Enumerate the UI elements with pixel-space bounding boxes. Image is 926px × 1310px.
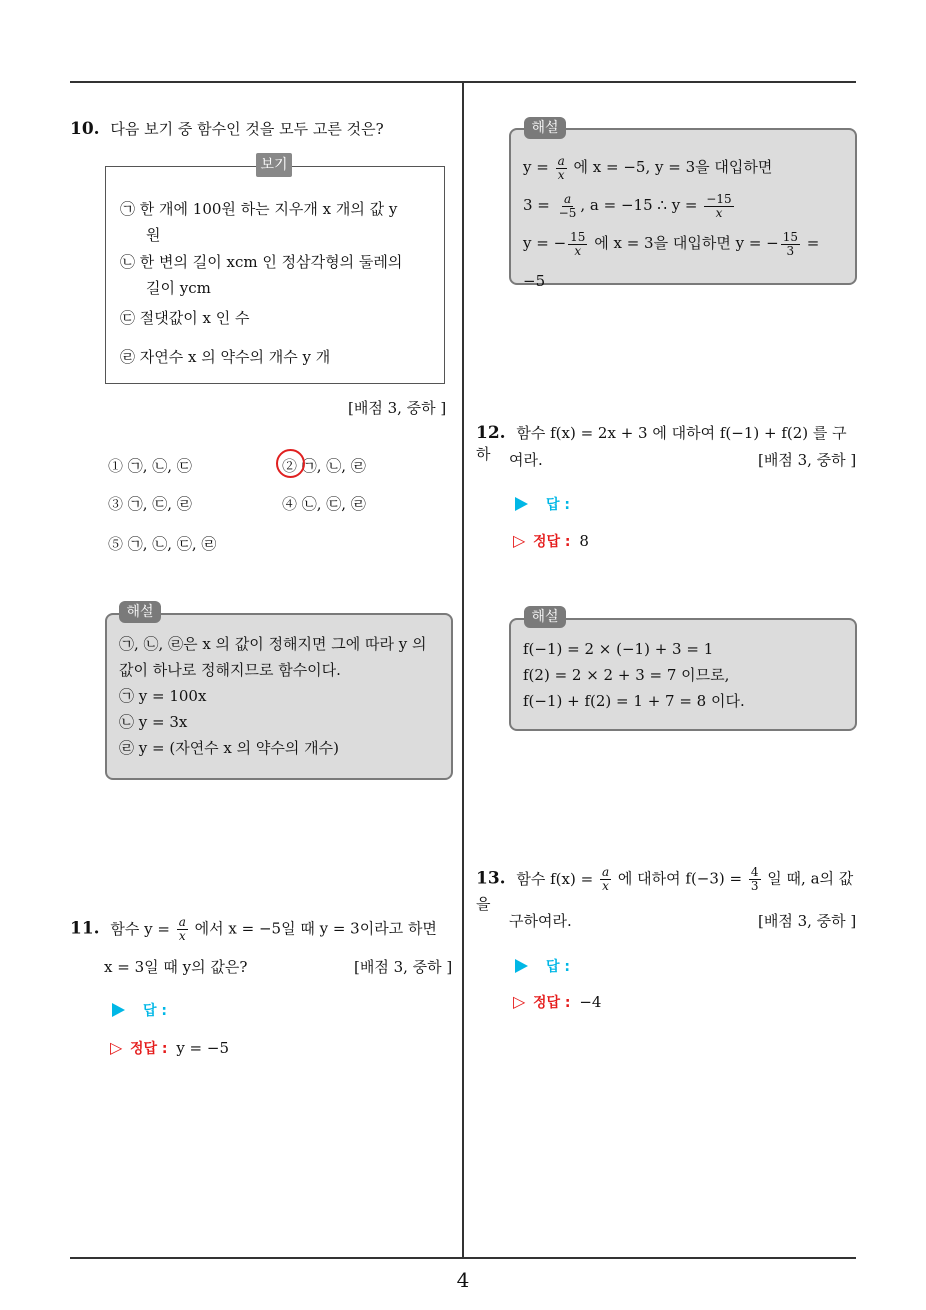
q12-correct-label: 정답 : (533, 534, 571, 550)
q13-correct-value: −4 (579, 993, 602, 1011)
q10-exp-line-5: ㉣ y = (자연수 x 의 약수의 개수) (119, 739, 339, 757)
q10-choice-1[interactable]: ① ㉠, ㉡, ㉢ (108, 457, 192, 475)
item-line1: 한 변의 길이 xcm 인 정삼각형의 둘레의 (139, 253, 403, 271)
q13-correct-label: 정답 : (533, 995, 571, 1011)
answer-arrow-icon (112, 1003, 125, 1017)
q11-exp-line-3: y = − $\frac{15}{x}$ 에 x = 3을 대입하면 y = − $\frac{15}{3}$ = −5 (523, 229, 820, 290)
q10-item-3 (120, 305, 420, 331)
q13-number: 13. (476, 868, 506, 889)
q10-exp-line-4: ㉡ y = 3x (119, 713, 188, 731)
q10-choice-3[interactable]: ③ ㉠, ㉢, ㉣ (108, 495, 192, 513)
q11-answer-row[interactable] (112, 1000, 167, 1020)
q10-explanation-label: 해설 (119, 601, 161, 623)
selected-answer-circle (276, 449, 305, 478)
item-line1: 절댓값이 x 인 수 (139, 309, 250, 327)
q11-stem (70, 916, 456, 943)
q11-line2: x = 3일 때 y의 값은? (104, 958, 248, 976)
q12-exp-line-3: f(−1) + f(2) = 1 + 7 = 8 이다. (523, 692, 745, 710)
item-line2: 원 (146, 226, 161, 244)
q13-answer-label: 답 : (546, 959, 570, 975)
item-mark: ㉢ (120, 309, 136, 327)
q12-number: 12. (476, 423, 506, 443)
page-number: 4 (456, 1268, 470, 1292)
q12-answer-label: 답 : (546, 497, 570, 513)
q13-fraction-2: $\frac{4}{3}$ (750, 865, 759, 893)
q13-fraction-1: $\frac{a}{x}$ (601, 865, 610, 893)
q10-exp-line-3: ㉠ y = 100x (119, 687, 207, 705)
q12-line1: 함수 f(x) = 2x + 3 에 대하여 f(−1) + f(2) 를 구하 (476, 424, 847, 463)
item-mark: ㉡ (120, 253, 136, 271)
q10-explanation-box (105, 613, 453, 780)
q12-explanation-box (509, 618, 857, 731)
q10-bogi-label: 보기 (256, 153, 292, 177)
q10-choice-2[interactable]: ② ㉠, ㉡, ㉣ (282, 457, 366, 475)
answer-arrow-icon (515, 959, 528, 973)
q12-correct-value: 8 (579, 532, 589, 550)
item-line2: 길이 ycm (146, 279, 211, 297)
column-divider (462, 82, 464, 1259)
item-line1: 자연수 x 의 약수의 개수 y 개 (139, 348, 331, 366)
q10-exp-line-1: ㉠, ㉡, ㉣은 x 의 값이 정해지면 그에 따라 y 의 (119, 635, 427, 653)
q12-explanation-label: 해설 (524, 606, 566, 628)
q10-item-1 (120, 196, 420, 248)
q13-meta: [배점 3, 중하 ] (758, 912, 857, 930)
q13-text-a: 함수 f(x) = (516, 869, 594, 888)
q12-answer-row[interactable] (515, 494, 570, 514)
q11-correct-value: y = −5 (176, 1039, 230, 1057)
q10-item-2 (120, 249, 420, 301)
correct-arrow-icon: ▷ (110, 1038, 123, 1057)
q10-choice-5[interactable]: ⑤ ㉠, ㉡, ㉢, ㉣ (108, 535, 217, 553)
correct-arrow-icon: ▷ (513, 531, 526, 550)
q13-stem (476, 866, 862, 914)
q12-exp-line-1: f(−1) = 2 × (−1) + 3 = 1 (523, 640, 714, 658)
item-mark: ㉣ (120, 348, 136, 366)
q10-text: 다음 보기 중 함수인 것을 모두 고른 것은? (110, 120, 384, 138)
q10-choice-4[interactable]: ④ ㉡, ㉢, ㉣ (282, 495, 366, 513)
q13-answer-row[interactable] (515, 956, 570, 976)
q11-answer-label: 답 : (143, 1003, 167, 1019)
item-line1: 한 개에 100원 하는 지우개 x 개의 값 y (139, 200, 398, 218)
q10-item-4 (120, 344, 420, 370)
q13-text-b: 에 대하여 f(−3) = (617, 869, 743, 888)
q11-number: 11. (70, 918, 100, 939)
answer-arrow-icon (515, 497, 528, 511)
q12-exp-line-2: f(2) = 2 × 2 + 3 = 7 이므로, (523, 666, 730, 684)
q12-correct-row (513, 531, 589, 551)
q11-meta: [배점 3, 중하 ] (354, 958, 453, 976)
q12-line2: 여라. (509, 451, 543, 469)
q11-exp-line-2: 3 = $\frac{a}{-5}$ , a = −15 ∴ y = $\frac{-15}{x}$ (523, 191, 732, 220)
q11-correct-label: 정답 : (130, 1041, 168, 1057)
q10-exp-line-2: 값이 하나로 정해지므로 함수이다. (119, 661, 341, 679)
correct-arrow-icon: ▷ (513, 992, 526, 1011)
item-mark: ㉠ (120, 200, 136, 218)
q11-explanation-label: 해설 (524, 117, 566, 139)
q10-stem (70, 118, 384, 139)
q12-meta: [배점 3, 중하 ] (758, 451, 857, 469)
q10-number: 10. (70, 119, 100, 139)
q13-correct-row (513, 992, 601, 1012)
q13-text-c: 일 때, a의 값을 (476, 869, 854, 913)
q13-line2: 구하여라. (509, 912, 572, 930)
q11-correct-row (110, 1038, 229, 1058)
q11-explanation-box (509, 128, 857, 290)
q10-meta: [배점 3, 중하 ] (348, 399, 447, 417)
bottom-rule (70, 1257, 856, 1259)
q11-fraction: $\frac{a}{x}$ (178, 915, 186, 943)
q11-text-a: 함수 y = (110, 919, 170, 938)
q11-text-b: 에서 x = −5일 때 y = 3이라고 하면 (194, 919, 437, 938)
q11-exp-line-1: y = $\frac{a}{x}$ 에 x = −5, y = 3을 대입하면 (523, 153, 773, 182)
